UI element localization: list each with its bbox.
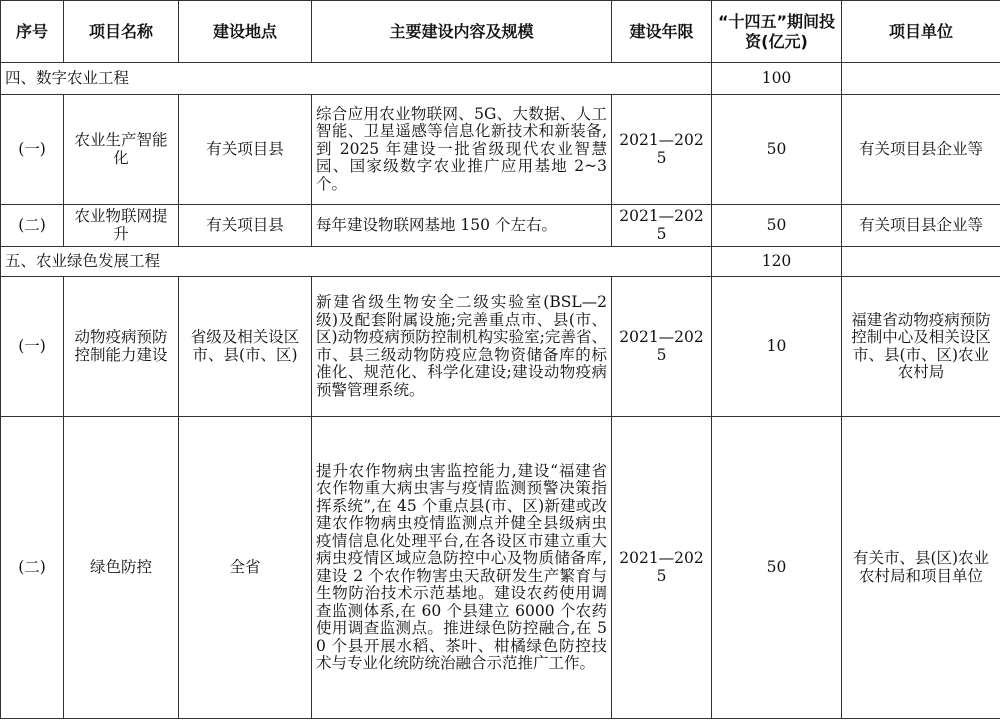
row-seq: (一) [1,277,64,417]
table-row [1,277,1000,417]
table-row [1,205,1000,247]
row-name: 绿色防控 [64,417,179,719]
header-years: 建设年限 [612,1,712,63]
row-content: 新建省级生物安全二级实验室(BSL—2 级)及配套附属设施;完善重点市、县(市、区)动物疫病预防控制机构实验室;完善省、市、县三级动物防疫应急物资储备库的标准化、规范化、科学化建设;建设动物疫病预警管理系统。 [312,277,612,417]
section-unit [842,247,1000,277]
table-row [1,417,1000,719]
section-title: 四、数字农业工程 [1,63,712,95]
row-invest: 50 [712,95,842,205]
header-seq: 序号 [1,1,64,63]
row-unit: 有关项目县企业等 [842,205,1000,247]
row-content: 提升农作物病虫害监控能力,建设“福建省农作物重大病虫害与疫情监测预警决策指挥系统”,在 45 个重点县(市、区)新建或改建农作物病虫疫情监测点并健全县级病虫疫情信息化处理平台,在各设区市建立重大病虫疫情区域应急防控中心及物质储备库,建设 2 个农作物害虫天敌研发生产繁育与生物防治技术示范基地。建设农药使用调查监测体系,在 60 个县建立 6000 个农药使用调查监测点。推进绿色防控融合,在 50 个县开展水稻、茶叶、柑橘绿色防控技术与专业化统防统治融合示范推广工作。 [312,417,612,719]
row-name: 农业生产智能化 [64,95,179,205]
row-content: 综合应用农业物联网、5G、大数据、人工智能、卫星遥感等信息化新技术和新装备,到 2025 年建设一批省级现代农业智慧园、国家级数字农业推广应用基地 2~3 个。 [312,95,612,205]
table-row [1,95,1000,205]
row-location: 省级及相关设区市、县(市、区) [179,277,312,417]
section-invest: 120 [712,247,842,277]
row-years: 2021—2025 [612,277,712,417]
section-row [1,247,1000,277]
row-years: 2021—2025 [612,417,712,719]
section-invest: 100 [712,63,842,95]
section-title: 五、农业绿色发展工程 [1,247,712,277]
row-unit: 福建省动物疫病预防控制中心及相关设区市、县(市、区)农业农村局 [842,277,1000,417]
header-name: 项目名称 [64,1,179,63]
row-seq: (一) [1,95,64,205]
row-content: 每年建设物联网基地 150 个左右。 [312,205,612,247]
header-content: 主要建设内容及规模 [312,1,612,63]
header-invest: “十四五”期间投资(亿元) [712,1,842,63]
row-location: 有关项目县 [179,95,312,205]
row-location: 有关项目县 [179,205,312,247]
row-years: 2021—2025 [612,205,712,247]
row-name: 农业物联网提升 [64,205,179,247]
row-seq: (二) [1,417,64,719]
row-invest: 50 [712,417,842,719]
row-invest: 50 [712,205,842,247]
row-name: 动物疫病预防控制能力建设 [64,277,179,417]
section-row [1,63,1000,95]
row-unit: 有关项目县企业等 [842,95,1000,205]
row-location: 全省 [179,417,312,719]
header-unit: 项目单位 [842,1,1000,63]
row-unit: 有关市、县(区)农业农村局和项目单位 [842,417,1000,719]
section-unit [842,63,1000,95]
row-invest: 10 [712,277,842,417]
header-row [1,1,1000,63]
row-years: 2021—2025 [612,95,712,205]
header-location: 建设地点 [179,1,312,63]
row-seq: (二) [1,205,64,247]
